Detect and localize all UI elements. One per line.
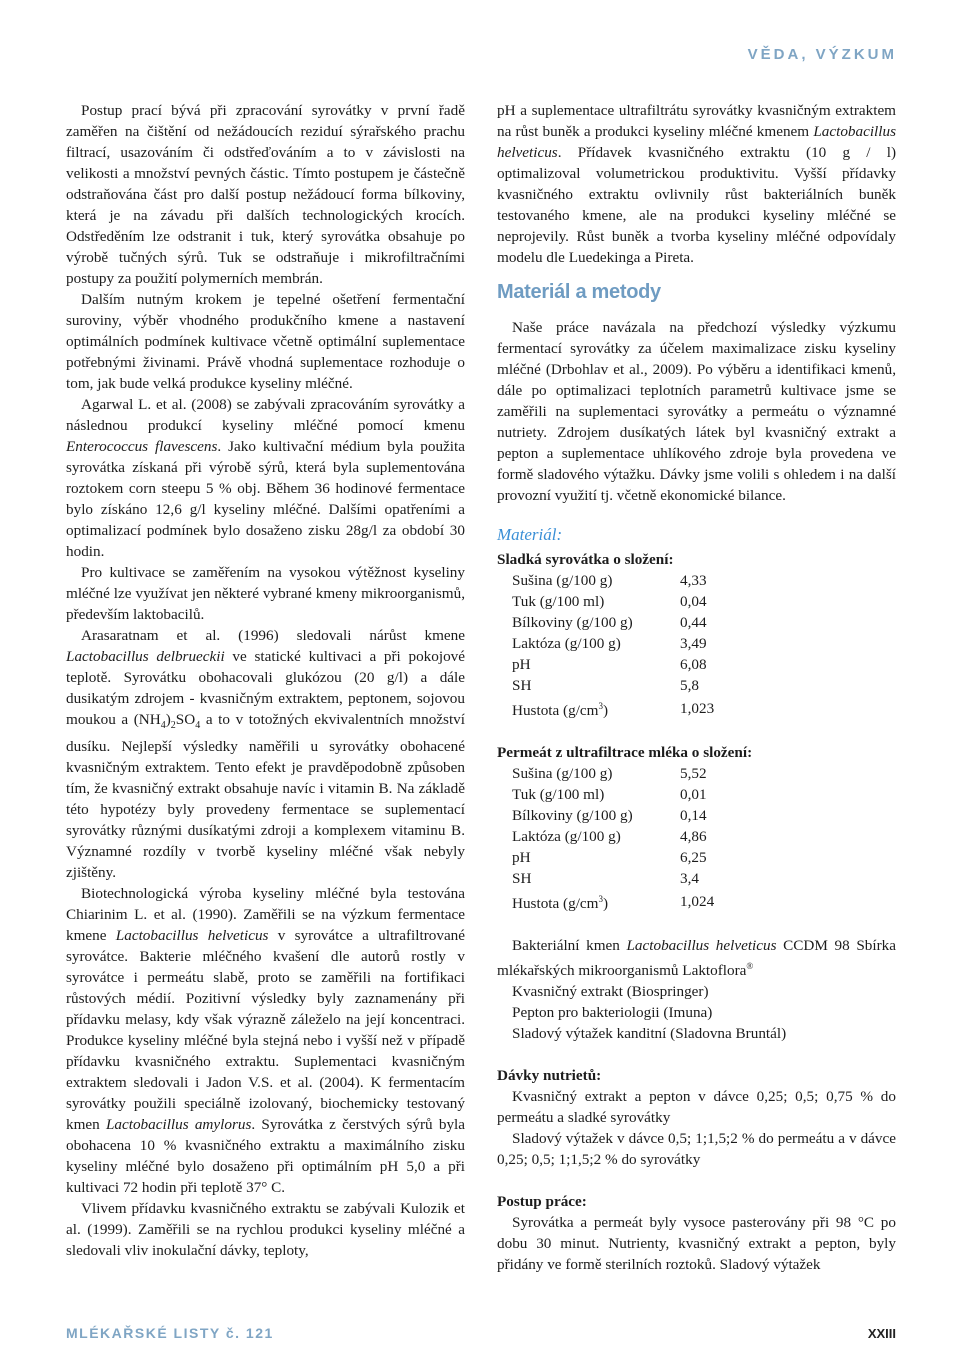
row-label: Laktóza (g/100 g) [512,635,621,652]
procedure-title: Postup práce: [497,1193,587,1211]
text: a to v totožných ekvivalentních množství dusíku. Nejlepší výsledky naměřili u syrovátky obohacené kvasničným extraktem. Tento efekt je pravděpodobně způsoben tím, že kvasničný extrakt obsahuje navíc i vitamin B. Na základě této hypotézy byly provedeny fermentace se suplementací syrovátky různými dusíkatými zdroji a komplexem vitaminu B. Významné rozdíly v tvorbě kyseliny mléčné však nebyly zjištěny. [66,711,465,882]
species-name: Lactobacillus helveticus [626,937,777,955]
text: SO [175,711,196,728]
row-value: 1,023 [680,700,715,718]
row-label: SH [512,870,532,888]
spacer [497,914,896,935]
row-value: 1,024 [680,893,715,911]
whey-composition-table [512,570,714,721]
subsection-title: Materiál: [497,525,563,544]
paragraph-fermentation-steps: Dalším nutným krokem je tepelné ošetření fermentační suroviny, výběr vhodného produkčního kmene a nastavení optimálních podmínek kultivace včetně optimální suplementace potřebnými živinami. Právě vhodná suplementace rozhoduje o tom, jak bude velká produkce kyseliny mléčné. [66,291,465,392]
species-name: Lactobacillus helveticus [497,123,896,161]
row-label: Tuk (g/100 ml) [512,593,605,610]
subscript: 4 [195,720,201,732]
text: pH a suplementace ultrafiltrátu syrovátky kvasničným extraktem na růst buněk a produkci kyseliny mléčné kmenem [497,102,896,140]
text: . Přídavek kvasničného extraktu (10 g / l) optimalizoval volumetrickou produktivitu. Vyšší přídavky kvasničného extraktu ovlivnily růst bakteriálních buněk testovaného kmene, ale na produkci kyseliny mléčné se neprojevily. Růst buněk a tvorba kyseliny mléčné odpovídaly modelu dle Luedekinga a Pireta. [497,144,896,266]
row-value: 5,8 [680,677,699,694]
table-row [512,570,714,591]
text: . Syrovátka z čerstvých sýrů byla obohacena 10 % kvasničného extraktu a maximálního zisku kyseliny mléčné bylo dosaženo při optimálním pH 5,0 a při kultivaci 72 hodin při teplotě 37° C. [66,1116,465,1197]
page-number: XXIII [867,1326,896,1341]
bacterial-strain [497,935,896,981]
permeate-composition-title: Permeát z ultrafiltrace mléka o složení: [497,744,753,762]
table-row [512,889,714,914]
paragraph-arasaratnam [66,625,465,883]
table-row [512,612,714,633]
row-label: SH [512,677,532,694]
subscript: 4 [160,720,166,732]
row-value: 6,08 [680,656,707,673]
paragraph-intro: Postup prací bývá při zpracování syrovátky v první řadě zaměřen na čištění od nežádoucích reziduí sýrařského prachu filtrací, usazováním či odstřeďováním a to v závislosti na velikosti a množství pevných částic. Tímto postupem je částečně odstraňována část pro další postup nežádoucí forma bílkoviny, která je na závadu při dalších technologických krocích. Odstředěním lze odstranit i tuk, který syrovátka obsahuje po výrobě tučných sýrů. Tuk se odstraňuje i mikrofiltračními postupy za použití polymerních membrán. [66,102,465,287]
whey-composition-title: Sladká syrovátka o složení: [497,551,674,568]
text: Biotechnologická výroba kyseliny mléčné byla testována Chiarinim L. et al. (1990). Zaměřili se na výzkum fermentace kmene [66,885,465,945]
text: Hustota (g/cm [512,702,599,720]
subscript: 2 [170,720,176,732]
text: ) [165,711,171,728]
row-value: 3,4 [680,870,699,888]
species-name: Enterococcus flavescens [66,438,218,455]
supplement-item: Sladový výtažek kanditní (Sladovna Bruntál) [512,1025,787,1043]
table-row [512,675,714,696]
procedure-paragraph: Syrovátka a permeát byly vysoce pasterovány při 98 °C po dobu 30 minut. Nutrienty, kvasničný extrakt a pepton, byly přidány ve formě sterilních roztoků. Sladový výtažek [497,1214,896,1274]
table-row [512,805,714,826]
row-value: 4,86 [680,828,707,846]
text: Bakteriální kmen [512,937,627,955]
paragraph-methods: Naše práce navázala na předchozí výsledky výzkumu fermentací syrovátky za účelem maximalizace zisku kyseliny mléčné (Drbohlav et al., 2009). Po výběru a identifikaci kmenů, dále po optimalizaci teplotních parametrů kultivace jsme se zaměřili na suplementaci syrovátky a permeátu o významné nutriety. Zdrojem dusíkatých látek byl kvasničný extrakt a pepton a suplementace uhlíkového zdroje byla provedena ve formě sladového výtažku. Dávky jsme volili s ohledem i na další provozní využití tj. včetně ekonomické bilance. [497,319,896,504]
supplement-item: Pepton pro bakteriologii (Imuna) [512,1004,713,1022]
row-label: Laktóza (g/100 g) [512,828,621,846]
row-value: 0,44 [680,614,707,631]
supplement-item: Kvasničný extrakt (Biospringer) [512,983,709,1001]
paragraph-kulozik: Vlivem přídavku kvasničného extraktu se zabývali Kulozik et al. (1999). Zaměřili se na rychlou produkci kyseliny mléčné a sledovali vliv inokulační dávky, teploty, [66,1200,465,1260]
row-value: 4,33 [680,572,707,589]
row-label [512,889,680,914]
row-label: Sušina (g/100 g) [512,765,613,783]
text: Agarwal L. et al. (2008) se zabývali zpracováním syrovátky a následnou produkcí kyseliny mléčné pomocí kmenu [66,396,465,434]
registered-mark: ® [746,961,754,972]
table-row [512,784,714,805]
text: ) [602,895,609,913]
table-row [512,654,714,675]
doses-title: Dávky nutrietů: [497,1067,602,1085]
row-value: 0,01 [680,786,707,804]
row-value: 6,25 [680,849,707,867]
row-value: 0,04 [680,593,707,610]
row-value: 5,52 [680,765,707,783]
text: . Jako kultivační médium byla použita syrovátka získaná při výrobě sýrů, která byla suplementována roztokem corn steepu 5 % obj. Během 36 hodinové fermentace bylo získáno 12,6 g/l kyseliny mléčné. Dalšími opatřeními a optimalizací podmínek bylo dosaženo zisku 28g/l za období 30 hodin. [66,438,465,560]
spacer [497,1044,896,1065]
species-name: Lactobacillus delbrueckii [66,648,225,665]
text: v syrovátce a ultrafiltrované syrovátce. Bakterie mléčného kvašení dle autorů rostly v syrovátce i permeátu slabě, proto se zaměřili na fortifikaci růstových médií. Pozitivní výsledky byly zaznamenány při přídavku melasy, kdy však výrazně záleželo na její koncentraci. Produkce kyseliny mléčné byla stejná nebo i vyšší než v případě přídavku kvasničného extraktu. Suplementaci kvasničným extraktem sledovali i Jadon V.S. et al. (2004). K fermentacím syrovátky použili speciálně izolovaný, biochemicky testovaný kmen [66,927,466,1134]
doses-paragraph: Kvasničný extrakt a pepton v dávce 0,25; 0,5; 0,75 % do permeátu a sladké syrovátky [497,1088,896,1127]
journal-footer: MLÉKAŘSKÉ LISTY č. 121 [66,1325,274,1341]
row-label: Bílkoviny (g/100 g) [512,614,633,631]
text: CCDM 98 Sbírka mlékařských mikroorganismů Laktoflora [497,937,897,980]
row-label: Sušina (g/100 g) [512,572,613,589]
row-label [512,696,680,721]
text: ve statické kultivaci a při pokojové teplotě. Syrovátku obohacovali glukózou (20 g/l) a dále dusikatým zdrojem - kvasničným extraktem, peptonem, sojovou moukou a (NH [66,648,466,728]
section-header: VĚDA, VÝZKUM [747,46,897,63]
table-row [512,763,714,784]
row-value: 3,49 [680,635,707,652]
section-title: Materiál a metody [497,281,661,303]
table-row [512,868,714,889]
spacer [497,1170,896,1191]
paragraph-continued [497,100,896,268]
row-label: Tuk (g/100 ml) [512,786,605,804]
table-row [512,696,714,721]
superscript: 3 [598,701,603,711]
row-label: pH [512,849,531,867]
table-row [512,826,714,847]
text: ) [602,702,609,720]
row-label: Bílkoviny (g/100 g) [512,807,633,825]
paragraph-agarwal [66,394,465,562]
permeate-composition-table [512,763,714,914]
paragraph-lactobacilli: Pro kultivace se zaměřením na vysokou výtěžnost kyseliny mléčné lze využívat jen některé vybrané kmeny mikroorganismů, především laktobacilů. [66,564,465,623]
paragraph-chiarini [66,883,465,1198]
text: Hustota (g/cm [512,895,599,913]
doses-paragraph: Sladový výtažek v dávce 0,5; 1;1,5;2 % do permeátu a v dávce 0,25; 0,5; 1;1,5;2 % do syrovátky [497,1130,896,1169]
row-label: pH [512,656,531,673]
row-value: 0,14 [680,807,707,825]
spacer [497,721,896,742]
left-column [66,100,465,1261]
right-column [497,100,896,1275]
table-row [512,633,714,654]
superscript: 3 [598,894,603,905]
species-name: Lactobacillus helveticus [115,927,269,945]
text: Arasaratnam et al. (1996) sledovali nárůst kmene [81,627,465,644]
table-row [512,847,714,868]
species-name: Lactobacillus amylorus [105,1116,252,1134]
table-row [512,591,714,612]
